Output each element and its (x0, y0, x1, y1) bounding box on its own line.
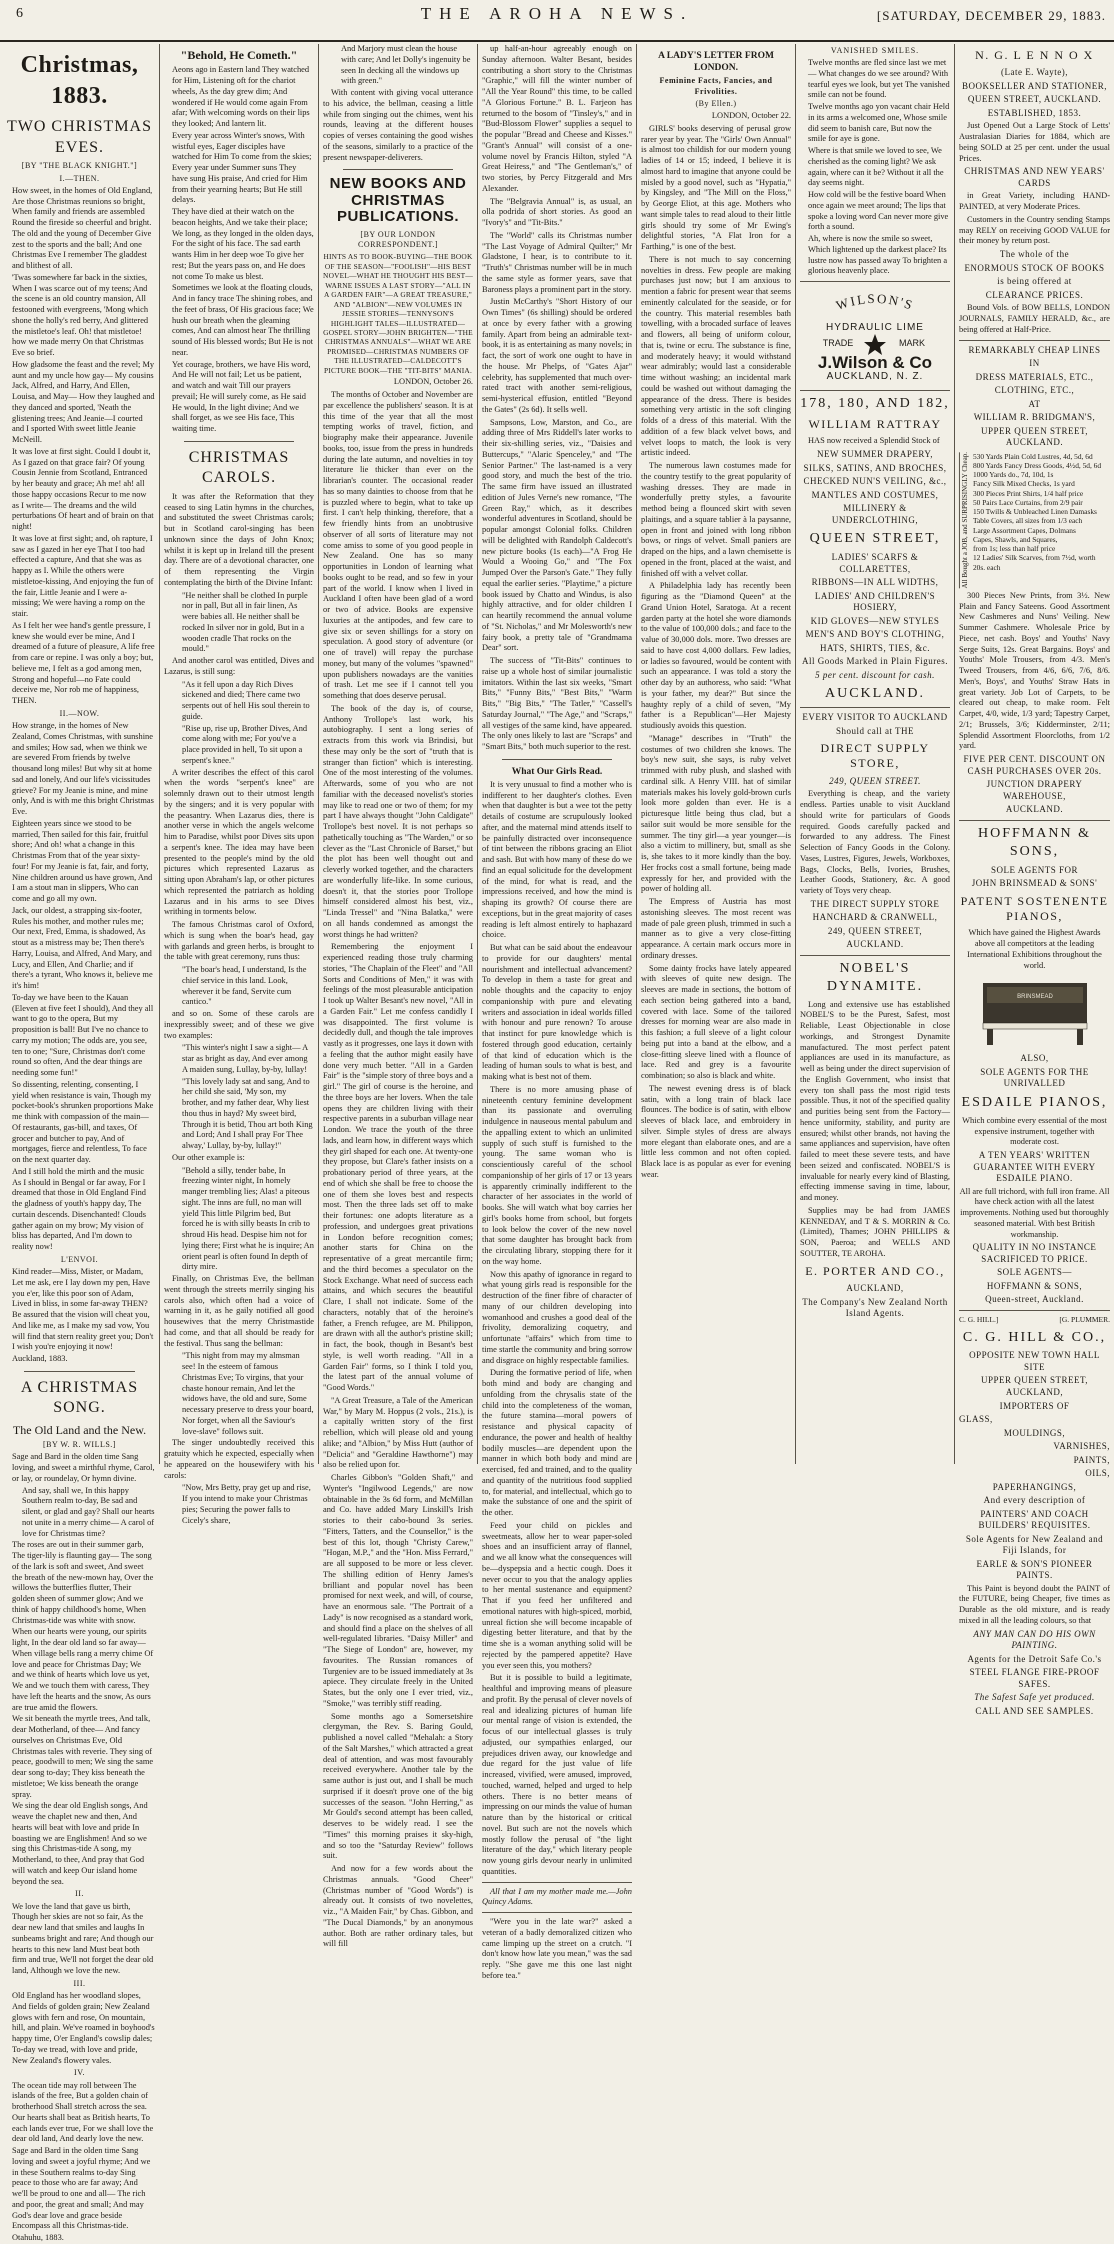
ad-line: PAINTS, (1073, 1454, 1110, 1465)
ad-line: QUEEN STREET, AUCKLAND. (967, 94, 1102, 105)
ad-line: WILLIAM R. BRIDGMAN'S, (973, 412, 1096, 423)
ad-line: QUALITY IN NO INSTANCE SACRIFICED TO PRICE. (972, 1242, 1097, 1264)
ad-line: OPPOSITE NEW TOWN HALL SITE (969, 1350, 1100, 1372)
piano-illustration-icon (975, 977, 1095, 1047)
ad-line: AUCKLAND, (846, 1283, 904, 1294)
stanza: When our hearts were young, our spirits light, In the dear old land so far away— When village bells rang a merry chime Of love and peace for Christmas Day; We and we think of hearts which love us yet, We and we touch them with caress, They have left the hearts and the snow, As ours are true amid the flowers. (12, 1627, 154, 1712)
ad-line: (Late E. Wayte), (1000, 67, 1069, 78)
ad-line: CLOTHING, ETC., (994, 385, 1075, 396)
stanza: We sing the dear old English songs, And weave the chaplet new and then, And hearts will beat with love and pride In boasting we are Englishmen! And so we sing this Christmas-tide A song, my Motherland, to thee, And pray that God will watch and keep Our island home beyond the sea. (12, 1801, 148, 1886)
quoted-verse: And Marjory must clean the house with care; And let Dolly's ingenuity be seen In decking all the windows up with green." (341, 44, 471, 86)
stanza: So dissenting, relenting, consenting, I yield when resistance is vain, Though my pocket-book's shrunken proportions Make me think with compassion of the main— Of restaurants, gas-bill, and taxes, Of grocer and butcher to pay, And of mortgages, fierce and relentless, To face on the next quarter day. (12, 1079, 154, 1165)
paragraph: This Paint is beyond doubt the PAINT of the FUTURE, being Cheaper, five times as Durable as the old mixture, and is ready mixed in all the leading colours, so that (959, 1583, 1110, 1625)
logo-arc-text (834, 291, 916, 313)
ad-line: AT (1028, 398, 1041, 409)
ladys-letter-heading: A LADY'S LETTER FROM LONDON. (658, 51, 774, 74)
poem-title: TWO CHRISTMAS EVES. (6, 118, 152, 156)
ad-line: VARNISHES, (1053, 1441, 1110, 1452)
paragraph: A Philadelphia lady has recently been figuring as the "Diamond Queen" at the Grand Union Hotel, Saratoga. At a recent garden party at the hotel she wore diamonds to the value of 100,000 dols.; and face to the value of 30,000 dols. more. Two dresses are said to have cost 4,000 dollars. Few ladies, or ladies so favoured, would be content with such an appearance. I was told a story the other day by an authoress, who said: "What is your father, my dear?" But since the haughty reply of a child of seven, "My father is a Republican"—Her Majesty studiously avoids this question. (641, 581, 791, 731)
ad-line: MOULDINGS, (1003, 1427, 1066, 1438)
stanza: Twelve months ago yon vacant chair Held in its arms a welcomed one, Whose smile did seem to banish care, But now the smile for aye is gone. (808, 102, 950, 144)
ad-line: HOFFMANN & SONS, (986, 1280, 1083, 1291)
quoted-verse: "Behold a silly, tender babe, In freezing winter night, In homely manger trembling lies; Alas! a piteous sight. The inns are full, no man will yield This little Pilgrim bed, But forced he is with silly beasts In crib to shroud His head. Despise him not for lying there; First what he is inquire; An orient pearl is often found In depth of dirty mire. (182, 1165, 314, 1272)
carols-heading: CHRISTMAS CAROLS. (188, 448, 290, 487)
section-heading: II.—NOW. (59, 708, 100, 718)
direct-supply-store: DIRECT SUPPLY STORE, (820, 741, 930, 771)
stanza: Twelve months are fled since last we met— What changes do we see around? With tearful eyes we look, but yet The vanished smile can not be found. (808, 58, 950, 100)
ad-line: The Company's New Zealand North Island Agents. (802, 1296, 948, 1319)
quoted-verse: "This winter's night I saw a sight— A star as bright as day, And ever among A maiden sung, Lullay, by-by, lullay! (182, 1043, 308, 1074)
hoffmann-name: HOFFMANN & SONS, (978, 825, 1091, 859)
stock-item: 800 Yards Fancy Dress Goods, 4½d, 5d, 6d (972, 460, 1102, 470)
divider (800, 390, 950, 391)
stanza: Kind reader—Miss, Mister, or Madam, Let me ask, ere I lay down my pen, Have you e'er, like this poor son of Adam, Lived in bliss, in some far-away THEN? Be assured that the vision will cheat you, And like me, as I make my sad vow, You will find that stern reality greet you; Don't I wish you're enjoying it now! (12, 1267, 154, 1352)
ad-line: ESTABLISHED, 1853. (987, 107, 1082, 118)
stanza: Aeons ago in Eastern land They watched for Him, Listening oft for the chariot wheels, As the day grew dim; And wondered if He would come again From afar; With welcoming words on their lips they looked; And lantern lit. (172, 65, 310, 129)
section-heading: I.—THEN. (59, 173, 100, 183)
nobels-dynamite-heading: NOBEL'S DYNAMITE. (826, 960, 924, 994)
ad-line: JUNCTION DRAPERY WAREHOUSE, (986, 779, 1083, 801)
quoted-verse: "Rise up, rise up, Brother Dives, And come along with me; For you've a place provided in hell, To sit upon a serpent's knee." (182, 723, 308, 765)
stanza: 'Twas somewhere far back in the sixties, When I was scarce out of my teens; And the scene is an old country mansion, All festooned with evergreens, 'Mong which shone the holly's red berry, And glittered the mistletoe's leaf. Oh! that mistletoe! how we made merry On that Christmas Eve so brief. (12, 272, 149, 358)
stock-item: Table Covers, all sizes from 1/3 each (972, 516, 1083, 526)
stanza: How strange, in the homes of New Zealand, Comes Christmas, with sunshine and smiles; How sad, when we think we are severed From friends by twelve thousand long miles! But why sit at home sad and lonely, And our life's vicissitudes grieve? For my Jeanie is mine, and mine only, And is with me this bright Christmas Eve. (12, 721, 154, 817)
quoted-verse: "He neither shall be clothed In purple nor in pall, But all in fair linen, As were babies all. He neither shall be rocked In silver nor in gold, But in a wooden cradle That rocks on the mould." (182, 590, 308, 654)
quoted-verse: "This lovely lady sat and sang, And to her child she said, 'My son, my brother, and my father dear, Why liest thou thus in hayd? My sweet bird, Through it is betid, Thou art both King and Lord; And I shall pray For Thee alway,' Lullay, by-by, lullay!" (182, 1076, 313, 1151)
ad-line: SILKS, SATINS, AND BROCHES, (803, 462, 947, 473)
paragraph: in Great Variety, including HAND-PAINTED, at very Moderate Prices. (959, 191, 1110, 212)
logo-subtitle: HYDRAULIC LIME (826, 322, 924, 334)
paragraph: Everything is cheap, and the variety endless. Parties unable to visit Auckland should write for particulars of Goods required. Goods carefully packed and forwarded to any address. The Finest Selection of Fancy Goods in the Colony. Vases, Lustres, Figures, Jewels, Workboxes, Bags, Clocks, Bells, Ivories, Brushes, Leather Goods, Stationery, &c. A good variety of Toys very cheap. (800, 789, 950, 896)
piano-leg (1077, 1029, 1083, 1045)
stanza: They have died at their watch on the beacon heights, And we take their place; We long, as they longed in the olden days, For the sight of his face. The sad earth wants Him in her deep woe To give her rest; But the years pass on, and He does not come To make us blest. (172, 207, 314, 281)
song-byline: [BY W. R. WILLS.] (43, 1440, 116, 1450)
ad-line: BOOKSELLER AND STATIONER, (961, 80, 1108, 91)
esdaile-pianos: ESDAILE PIANOS, (961, 1094, 1108, 1110)
ad-line: GLASS, (959, 1414, 993, 1425)
stock-item: Large Assortment Capes, Dolmans (972, 525, 1076, 535)
stanza: It was love at first sight. Could I doubt it, As I gazed on that grace fair? Of young Cousin Jennie from Scotland, Entranced by her beauty and grace; Ah me! ah! all those happy occasions Recur to me now as I write— The dreams and the wild perturbations Of heart and of brain on that night! (12, 446, 154, 532)
ad-line: SOLE AGENTS FOR (990, 864, 1078, 875)
ad-line: UPPER QUEEN STREET, AUCKLAND, (980, 1375, 1089, 1397)
piano-maker-label: BRINSMEAD (1016, 994, 1053, 1001)
hill-name: C. G. HILL & CO., (962, 1329, 1107, 1345)
rattray-name: WILLIAM RATTRAY (808, 416, 942, 431)
masthead (0, 0, 1114, 42)
signature-place: Auckland, 1883. (12, 1354, 68, 1364)
queen-street: QUEEN STREET, (809, 531, 941, 547)
ad-line: UPPER QUEEN STREET, AUCKLAND. (980, 425, 1089, 448)
christmas-heading: Christmas, 1883. (20, 52, 139, 109)
divider (343, 169, 453, 170)
ad-line: HANCHARD & CRANWELL, (812, 912, 938, 923)
ad-line: CALL AND SEE SAMPLES. (975, 1705, 1094, 1716)
paragraph: Just Opened Out a Large Stock of Letts' Australasian Diaries for 1884, which are being SOLD at 25 per cent. under the usual Prices. (959, 121, 1110, 163)
ad-line: A TEN YEARS' WRITTEN GUARANTEE WITH EVERY ESDAILE PIANO. (973, 1150, 1096, 1184)
ad-line: Sole Agents for New Zealand and Fiji Islands, for (965, 1533, 1104, 1556)
divider (800, 955, 950, 956)
ad-line: HATS, SHIRTS, TIES, &c. (819, 642, 931, 653)
ad-line: KID GLOVES—NEW STYLES (810, 615, 940, 626)
ad-line: CLEARANCE PRICES. (985, 289, 1084, 300)
logo-arc-path: WILSON'S (834, 291, 917, 314)
column-3 (319, 44, 477, 1949)
paragraph: "Manage" describes in "Truth" the costumes of two children she knows. The boy's new suit, she says, is ruby velvet trimmed with ruby plush, and slashed with cardinal silk. A Henry VIII. hat of similar materials makes his lovely gold-brown curls look more golden than ever. He is a picturesque little being thus clad, but a sailor suit would be more sensible for the summer. The tiny girl—a year younger—is also a victim to millinery, but, small as she is, she takes to it more kindly than the boy. Her frocks cost a small fortune, being made expressly for her, and provided with the power of holding all. (641, 733, 791, 894)
quoted-verse: "This night from may my almsman see! In the esteem of famous Christmas Eve; To virgins, that your chaste honour remain, And let the widows have, the old and sure, Some necessary preserve to dress your board, Nor forget, when all the Saviour's love-slave" follows suit. (182, 1351, 314, 1436)
paragraph: up half-an-hour agreeably enough on Sunday afternoon. Walter Besant, besides contributing a short story to the Christmas "Graphic," will fill the winter number of "All the Year Round" this time, to be called "A Glorious Fortune." B. L. Farjeon has returned to the bosom of "Tinsley's," and in "Bud-Blossom Flower" supplies a sequel to the popular "Bread and Cheese and Kisses." "Grant's Annual" will consist of a one-volume novel by Francis Hilton, styled "A Great Heiress," and "The Gentleman's," of two stories, by Percy Fitzgerald and Mrs Alexander. (482, 44, 632, 193)
stock-item: 530 Yards Plain Cold Lustres, 4d, 5d, 6d (972, 451, 1093, 461)
signature-place: Otahuhu, 1883. (12, 2233, 64, 2243)
section-heading: IV. (74, 2068, 85, 2078)
ad-intro: HAS now received a Splendid Stock of (808, 436, 940, 446)
books-heading: NEW BOOKS AND CHRISTMAS PUBLICATIONS. (329, 175, 467, 226)
stanza: As I felt her wee hand's gentle pressure, I knew she would ever be mine, And I dreamed of a future of pleasure, A life free from care or repine. I was only a boy; but, believe me, I felt as a god among men, Strong and hopeful—no Fate could deceive me, Nor rob me of happiness, THEN. (12, 620, 155, 706)
ad-line: AUCKLAND. (846, 939, 904, 950)
section-heading: L'ENVOI. (60, 1254, 99, 1264)
hill-left: C. G. HILL.] (959, 1314, 999, 1324)
paragraph: Long and extensive use has established NOBEL'S to be the Purest, Safest, most Reliable, Least Objectionable in close workings, and Strongest Dynamite manufactured. The most perfect patent appliances are used in its manufacture, as well as being under the direct supervision of the English Government, who insist that every ton shall pass the most rigid tests possible. Thus, it not of the specified quality and purities being sent from the Factory—hence uniformity, stability, and purity are ensured; whilst other brands, not having the same appliances and supervision, have often failed to meet these severe tests, and have been seized and confiscated. NOBEL'S is invaluable for nearly every kind of Blasting, effecting immense saving in time, labour, and money. (800, 999, 950, 1203)
song-subtitle: The Old Land and the New. (12, 1422, 147, 1437)
paragraph: There is no more amusing phase of nineteenth century feminine development than its passionate and overruling indulgence in nauseous mental pabulum and the appalling extent to which an unlimited supply of such stuff is furnished to the young. The same woman who is conscientiously careful of the school companionship of her girls of 17 or 13 years is apparently criminally indifferent to the character of her associates in the world of books. She will watch what boy carries her girl's books home from school, but forgets to look below the cover of the new novel that some daughter has brought back from the circulating library, stopping there for it on the way home. (482, 1084, 632, 1266)
auckland: AUCKLAND. (824, 686, 926, 702)
ad-line: All Goods Marked in Plain Figures. (802, 656, 948, 667)
correspondent-byline: [BY OUR LONDON CORRESPONDENT.] (357, 229, 439, 249)
paragraph: During the formative period of life, when both mind and body are changing and unfolding from the chrysalis state of the child into the completeness of the woman, the future stamina—moral powers of resistance and physical capacity of endurance, the power and health of healthy bodily muscles—are dependent upon the manner in which both body and mind are exercised, fed and trained, and to the quality and quantity of the nutritious food supplied to, for material, and intellectual, which go to make the substance of one and the spirit of the other. (482, 1368, 632, 1518)
quoted-verse: "Now, Mrs Betty, pray get up and rise, If you intend to make your Christmas pies; Securing the power falls to Cicely's share, (182, 1483, 311, 1525)
stanza: How gladsome the feast and the revel; My aunt and my uncle how gay— My cousins Jack, Alfred, and Harry, And Ellen, Louisa, and May— How they laughed and they danced and sported, 'Neath the glistening trees; And Jeanie—I courted and I sported With sweet little Jeanie McNeill. (12, 359, 155, 445)
ad-line: AUCKLAND. (1005, 804, 1064, 815)
quoted-verse: "The boar's head, I understand, Is the chief service in this land. Look, wherever it be fand, Servite cum cantico." (182, 965, 307, 1007)
paragraph: Which combine every essential of the most expensive instrument, together with moderate cost. (962, 1115, 1107, 1147)
paragraph: GIRLS' books deserving of perusal grow rarer year by year. The "Girls' Own Annual" is almost too childish for our modern young ladies of 14 or 15; indeed, I believe it is almost hard to imagine that anyone could be misled by a good novel, such as "Hypatia," by Kingsley, and "The Mill on the Floss," by George Eliot, at this age. Mothers who want simple tales to read aloud to their little girls should try some of Mr Ewing's delightful stories, "A Flat Iron for a Farthing," is one of the best. (641, 123, 791, 252)
ad-line: THE DIRECT SUPPLY STORE (810, 898, 940, 909)
paragraph: There is not much to say concerning novelties in dress. Few people are making purchases just now; but I am anxious to mention a fabric for present wear that seems eminently calculated for the seaside, or for the country. This material resembles bath towelling, with a brocaded surface of leaves and flowers, all being of uniform colour, that is, twine or ecru. The substance is fine, and moderately heavy; it would withstand wear admirably; would last a considerable time without washing; an incidental mark could be washed out without damaging the appearance of the dress. There is besides something very artistic in the soft clinging folds of a dress of this material. With the addition of a few black velvet bows, and velvet loops to match, the look is very artistic indeed. (641, 254, 791, 458)
paragraph: But what can be said about the endeavour to provide for our daughters' mental nourishment and intellectual advancement? To develop in them a taste for great and noble thoughts and the capacity to enjoy companionship with pure and elevating writers and association in ideal worlds filled with honour and pure renown? To arouse that instinct for pure knowledge which is fostered through good education, certainly of that kind of education which is the leading of human souls to what is best, and making what is best not of them. (482, 943, 632, 1082)
ad-line: PAINTERS' AND COACH BUILDERS' REQUISITES. (978, 1508, 1091, 1531)
paragraph: The famous Christmas carol of Oxford, which is sung when the boar's head, gay with garlands and green herbs, is brought to the table with great ceremony, runs thus: (164, 920, 314, 962)
stanza: And I still hold the mirth and the music As I should in Bengal or far away, For I dreamed that those in Old England Find the gladness of youth's happy day, The curtain descends. Disenchanted! Clouds gather again on my brow; My vision of bliss has departed, And I'm down to reality now! (12, 1166, 146, 1252)
paragraph: "Were you in the late war?" asked a veteran of a badly demoralized citizen who came limping up the street on a crutch. "I don't know how late you mean," was the sad reply. "She gave me this one last night before tea." (482, 1917, 632, 1980)
section-heading: III. (73, 1978, 86, 1988)
ad-line: IN (1029, 358, 1040, 369)
column-1 (0, 44, 159, 2243)
stock-item: 300 Pieces Print Shirts, 1/4 half price (972, 488, 1084, 498)
stock-item: from 1s; less than half price (972, 544, 1056, 554)
stanza: How cold will be the festive board When once again we meet around; The lips that spoke a loving word Can never more give forth a sound. (808, 190, 949, 232)
rattray-address-numbers: 178, 180, AND 182, (800, 395, 950, 411)
ad-line: And every description of (983, 1495, 1086, 1506)
divider (959, 820, 1110, 821)
song-title: A CHRISTMAS SONG. (20, 1378, 139, 1417)
logo-trade: TRADE (822, 338, 854, 349)
ad-line: SOLE AGENTS FOR THE UNRIVALLED (980, 1066, 1089, 1089)
wilson-lime-logo (800, 288, 950, 384)
section-heading: II. (75, 1889, 84, 1899)
ad-line: SOLE AGENTS— (997, 1267, 1072, 1278)
paragraph: Customers in the Country sending Stamps may RELY on receiving GOOD VALUE for their money by return post. (959, 214, 1110, 246)
ad-line: IMPORTERS OF (999, 1400, 1070, 1411)
paragraph: The "World" calls its Christmas number "The Last Voyage of Admiral Quilter;" Mr Gladstone, I hear, is to contribute to it. "Truth's" Christmas number will be in much the same style as former years, save that Baroness plays a prominent part in the story. (482, 230, 632, 294)
stanza: Sage and Bard in the olden time Sang loving and sweet a joyful rhyme; And we in these Southern realms to-day Sing peace to those who are far away; And we'll be proud to one and all— The rich and poor, the great and small; And may God's dear love and grace beside Encompass all this Christmas-tide. (12, 2146, 151, 2231)
lennox-name: N. G. L E N N O X (975, 48, 1094, 62)
logo-place: AUCKLAND, N. Z. (826, 371, 924, 381)
ad-line: RIBBONS—IN ALL WIDTHS, (811, 577, 939, 588)
divider (24, 1371, 135, 1372)
piano-keys (983, 1023, 1087, 1029)
page-number: 6 (16, 6, 23, 21)
quotation: All that I am my mother made me.—John Quincy Adams. (482, 1886, 632, 1907)
star-icon (864, 334, 886, 355)
ad-line: Queen-street, Auckland. (985, 1294, 1084, 1305)
paragraph: But it is possible to build a legitimate, healthful and improving means of pleasure and profit. By the perusal of clever novels of real and idealizing pictures of human life our mental range of vision is extended, the focus of our intellectual glasses is truly adjusted, our sympathies enlarged, our prejudices driven away, our knowledge and due regard for the just value of life increased, vivified, were amused, improved, touched, warned, helped and urged to help others. There is no better means of impressing on our minds the value of human nature than by the historical or critical novel. But such are not the novels which mostly follow the perusal of "the light literature of the day," which literary people now young girls devour nearly in unlimited quantities. (482, 1673, 633, 1876)
ad-line: STEEL FLANGE FIRE-PROOF SAFES. (969, 1667, 1100, 1689)
stanza: Sage and Bard in the olden time Sang loving, and sweet a mirthful rhyme, Carol, or lay, or roundelay, Or hymn divine. (12, 1452, 155, 1483)
paragraph: The numerous lawn costumes made for the country testify to the great popularity of washing dresses. They are made in wonderfully pretty styles, a favourite method being a flounced skirt with seven plaitings, and a square tablier à la paysanne, open in front and joined with long ribbon bows, or rings of velvet. Small paniers are draped on the hips, and a lawn chemisette is opened in the front, placed at the waist, and finished off with a velvet collar. (641, 461, 791, 578)
paragraph: All are full trichord, with full iron frame. All have check action with all the latest improvements. Nothing used but thoroughly seasoned material. With best British workmanship. (959, 1186, 1110, 1239)
issue-date: [SATURDAY, DECEMBER 29, 1883. (876, 8, 1106, 23)
stock-item: 150 Twills & Unbleached Linen Damasks (972, 507, 1097, 517)
dateline: LONDON, October 26. (393, 377, 473, 387)
newspaper-title: THE AROHA NEWS. (420, 4, 694, 23)
poem-title: "Behold, He Cometh." (180, 48, 298, 62)
paragraph: Bound Vols. of BOW BELLS, LONDON JOURNALS, FAMILY HERALD, &c., are being offered at Half-Price. (959, 303, 1110, 334)
paragraph: Our other example is: (172, 1152, 245, 1162)
ad-line: The Safest Safe yet produced. (974, 1692, 1095, 1703)
divider (800, 281, 950, 282)
paragraph: Justin McCarthy's "Short History of our Own Times" (6s shilling) should be ordered at once by every father with a growing family. Apart from being an admirable text-book, it is as entertaining as many novels; in fact, the sort of work one ought to have in the house. Mr Phelps, of "Gates Ajar" celebrity, has supplemented that much over-rated tract with another semi-religious, semi-hysterical effusion, entitled "Beyond the Gates" (2s 6d). It sells well. (482, 297, 632, 414)
stanza: We love the land that gave us birth, Though her skies are not so fair, As the dear new land that smiles and laughs In sunbeams bright and rare; And though our hearts to this new land Must beat both firm and true, We'll not forget the dear old land, Although we love the new. (12, 1901, 154, 1976)
ad-line: ANY MAN CAN DO HIS OWN PAINTING. (973, 1628, 1096, 1651)
paragraph: Feed your child on pickles and sweetmeats, allow her to wear paper-soled shoes and an insufficient array of flannel, and we all know what the consequences will be—dyspepsia and a hectic cough. Does it never occur to you that the analogy applies to her mental sustenance and equipment? That if you feed her unfiltered and emotional natures with high-spiced, morbid, unreal fiction she will become incapable of digesting better literature, and that by the time she is a woman anything solid will be rejected by the pampered appetite? Have you ever seen this, you mothers? (482, 1520, 632, 1670)
stanza: Every year across Winter's snows, With wistful eyes, Eager disciples have watched for Him To come from the skies; Every year under Summer suns They have sung His praise, And cried for Him from their yearning hearts; But He still delays. (172, 130, 312, 205)
ad-line: 249, QUEEN STREET. (829, 775, 921, 786)
wilson-trademark-icon (800, 288, 950, 380)
ad-line: ALSO, (1020, 1053, 1049, 1064)
ad-line: PAPERHANGINGS, (992, 1481, 1077, 1492)
divider (482, 1912, 632, 1913)
paragraph: Which have gained the Highest Awards above all competitors at the leading International Exhibitions throughout the world. (967, 928, 1102, 970)
paragraph: A writer describes the effect of this carol when the words "serpent's knee" are solemnly drawn out to their utmost length by the singers; and it is very popular with the peasantry. When Lazarus dies, there is another verse in which the angels welcome him to Paradise, whilst poor Dives sits upon a serpent's knee. The idea may have been presented to the people's mind by the old pictures which represented Lazarus as sitting upon Abraham's lap, or other pictures which represented the patriarch as holding Lazarus and in his arms to see Dives writhing in torments below. (164, 767, 314, 917)
stock-side-label: All Bought a JOB, and SURPRISINGLY Cheap. (961, 451, 969, 588)
paragraph: Some dainty frocks have lately appeared with sleeves of quite new design. The sleeves are made in sections, the bottom of each section being gathered into a band, covered with lace. Some of the tailored dresses for morning wear are also made in this fashion; a full sleeve of a light colour being put into a band at the elbow, and a close-fitting sleeve lined with a flounce of lace. Red and grey is a favourite combination; so also is black and white. (641, 963, 791, 1081)
column-2 (160, 44, 318, 1525)
ad-line: CHECKED NUN'S VEILING, &c., (803, 476, 947, 487)
paragraph: Now this apathy of ignorance in regard to what young girls read is responsible for the destruction of the finer fibre of character of many of our children developing into womanhood and crushes a good deal of the frivolity, demoralizing coquetry, and unfortunate "affairs" which from time to time startle the community and bring sorrow and disgrace on highly respectable families. (482, 1269, 632, 1365)
ad-line: ENORMOUS STOCK OF BOOKS (964, 262, 1105, 273)
stock-list (973, 452, 1101, 588)
ad-line: REMARKABLY CHEAP LINES (968, 344, 1101, 355)
paragraph: And another carol was entitled, Dives and Lazarus, is still sung: (164, 656, 314, 676)
ad-line: 249, QUEEN STREET, (827, 925, 923, 936)
ad-line: MILLINERY & UNDERCLOTHING, (831, 503, 919, 525)
ad-line: is being offered at (997, 276, 1072, 287)
stanza: To-day we have been to the Kauan (Eleven at five feet I should), And they all want to go to the opera, But my proposition is ball! But I've no chance to carry my motion; The odds are, you see, ten to one; "Sure, Christmas don't come round so often, And the dear things are needing some fun!" (12, 992, 154, 1078)
paragraph: The "Belgravia Annual" is, as usual, an olla podrida of short stories. As good an "Ivory's" and "Tit-Bits." (482, 196, 632, 227)
stock-item: Fancy Silk Mixed Checks, 1s yard (972, 479, 1075, 489)
stanza: And say, shall we, In this happy Southern realm to-day, Be sad and silent, or glad and gay? Shall our hearts not unite in a merry chime— A carol of love for Christmas time? (22, 1485, 155, 1538)
stanza: Yet courage, brothers, we have His word, And He will not fail; Let us be patient, and watch and wait Till our prayers prevail; He will surely come, as He said He would, In the light divine; And we shall forget, as we see His face, This waiting time. (172, 359, 311, 434)
stock-item: 20s. each (972, 562, 1001, 572)
ad-line: OILS, (1085, 1468, 1110, 1479)
ad-line: The whole of the (999, 249, 1070, 260)
stock-item: 1000 Yards do., 7d, 10d, 1s (972, 470, 1054, 480)
ad-line: MEN'S AND BOY'S CLOTHING, (805, 629, 945, 640)
logo-mark: MARK (898, 338, 926, 349)
divider (184, 441, 294, 442)
paragraph: and so on. Some of these carols are inexpressibly sweet; and of these we give two examples: (164, 1009, 314, 1040)
paragraph: The months of October and November are par excellence the publishers' season. It is at this time of the year that all the most tempting works of travel, fiction, and biography make their appearance. Juvenile books, too, issue from the press in hundreds during the late autumn, and novelties in toy literature lie thicker than ever on the librarian's counter. The occasional reader has so many dainties to choose from that he is puzzled where to begin, what to take up first. I can't help thinking, therefore, that a few friendly hints from an unobtrusive observer of all sorts of literature may not come amiss to some of you good people in New Zealand. One has so many opportunities in London of learning what books ought to be read, and so few in your part of the world. I know when I lived in Auckland I often have been glad of a word or two of advice. Books are expensive luxuries at the antipodes, and few care to give six or seven shillings for a story on speculation. A good story of adventure (or one of travel) will repay the purchase money, but many of the volumes "spawned" upon publishers nowadays are the vanities of trash. Let me see if I cannot tell you something that does deserve perusal. (323, 390, 473, 701)
stock-item: 50 Pairs Lace Curtains, from 2/9 pair (972, 497, 1083, 507)
paragraph: Finally, on Christmas Eve, the bellman went through the streets merrily singing his carols also, which often had a voice of warning in it, as he gaily notified all good housewives that the merry Christmastide had come, and that all should be ready for the festival. Thus sang the bellman: (164, 1274, 314, 1348)
logo-name: J.Wilson & Co (817, 353, 933, 373)
ad-line: Should call at THE (835, 725, 915, 736)
ad-line: DRESS MATERIALS, ETC., (975, 371, 1094, 382)
poem-title: VANISHED SMILES. (830, 46, 920, 55)
ad-line: CHRISTMAS AND NEW YEARS' CARDS (964, 166, 1105, 188)
poem-byline: [BY "THE BLACK KNIGHT."] (21, 161, 138, 171)
ad-line: JOHN BRINSMEAD & SONS' (971, 878, 1098, 889)
stanza: We sit beneath the myrtle trees, And talk, dear Motherland, of thee— And fancy ourselves on Christmas Eve, Old Christmas tales with reverie. They sing of peace, goodwill to men; We sing the same dear song to-day; They kiss beneath the mistletoe; We kiss beneath the orange spray. (12, 1714, 154, 1799)
ladys-letter-subheading: Feminine Facts, Fancies, and Frivolities. (659, 76, 773, 96)
paragraph: Charles Gibbon's "Golden Shaft," and Wynter's "Ingilwood Legends," are now obtainable in the 3s 6d form, and McMillan and Co. have added Mary Linskill's Irish stories to their cabo-bound 3s series. "Fitters, Tatters, and the Counsellor," is the best of this lot, though "Christy Carew," "Hogan, M.P.," and the "Hon. Miss Ferrard," are all supposed to be more or less clever. The shilling edition of Henry James's brilliant and popular novel has been promised for next week, and will, of course, have an enormous sale. "The Portrait of a Lady" is now recognised as a standard work, and should find a place on the shelves of all well-regulated libraries. "Daisy Miller" and "The Siege of London" are, however, my favourites. The Russian romances of Turgeniev are to be issued immediately at 3s apiece. They circulate freely in the United States, but the only one I ever tried, viz., "Smoke," was terribly stiff reading. (323, 1473, 473, 1708)
paragraph: Supplies may be had from JAMES KENNEDAY, and T & S. MORRIN & Co. (Limited), Thames; JOHN PHILLIPS & SON, Paeroa; and WELLS AND SOUTTER, TE AROHA. (800, 1205, 950, 1258)
hill-partners (959, 1315, 1110, 1325)
paragraph: Sampsons, Low, Marston, and Co., are adding three of Mrs Riddell's later works to their six-shilling series, viz., "Daisies and Buttercups," "Alaric Spenceley," and "The Senior Partner." The last-named is a very good story, and much the best of the trio. The same firm have issued an illustrated edition of Jules Verne's new romance, "The Green Ray," which, as it describes wonderful adventures in Scotland, should be popular amongst Colonial folks. Children will be delighted with Randolph Caldecott's new picture books (1s each)—"A Frog He Would a Wooing Go," and "The Fox Jumped Over the Parson's Gate." They fully equal the earlier series. "Playtime," a picture book issued by Chatto and Windus, is also highly attractive, and for older children I can heartily recommend the annual volume of "St. Nicholas," and Mr Molesworth's new fairy book, a pretty tale of "Grandmama Dear" sort. (482, 417, 632, 653)
column-5 (637, 44, 795, 1464)
paragraph: "A Great Treasure, a Tale of the American War," by Mary M. Hoppus (2 vols., 21s.), is a capitally written story of the first rebellion, which will please old and young alike; and "Albion," by Miss Hutt (author of "Delicia" and "Geraldine Hawthorne") may also be relied upon for. (323, 1395, 473, 1470)
paragraph: The singer undoubtedly received this gratuity which he expected, especially when he appeared on the housewifery with his carols: (164, 1438, 314, 1480)
stock-item: Capes, Shawls, and Squares, (972, 534, 1058, 544)
stock-item: 12 Ladies' Silk Scarves, from 7½d, worth (972, 553, 1096, 563)
ad-line: EVERY VISITOR TO AUCKLAND (802, 712, 948, 723)
ad-line: 5 per cent. discount for cash. (815, 669, 935, 680)
paragraph: The success of "Tit-Bits" continues to raise up a whole host of similar journalistic imitators. Within the last six weeks, "Smart Bits," "Funny Bits," "Best Bits," "Warm Bits," "Big Bits," "The Tatler," "Cassell's Saturday Journal," "The Age," and "Scraps," all vestiges of the same kind, have appeared. The only ones likely to last are "Scraps" and "Smart Bits," both much superior to the rest. (482, 656, 632, 751)
stanza: Eighteen years since we stood to be married, Then sailed for this fair, fruitful shore; And oh! what a change in this Christmas From that of the year sixty-four! For my Jeanie is fat, fair, and forty, Nine children around us have grown, And I am a stout man in slippers, Who can come and go all my own. (12, 818, 153, 904)
paragraph: Remembering the enjoyment I experienced reading those truly charming stories, "The Chaplain of the Fleet" and "All Sorts and Conditions of Men," it was with feelings of the most pleasurable anticipation I took up Walter Besant's new novel, "All in a Garden Fair." Let me confess candidly I was disappointed. The first volume is decidedly dull, and though the tale improves vastly as it progresses, one lays it down with a feeling that the author might easily have done very much better. "All in a Garden Fair" is the "simple story of three boys and a girl." The girl of course is the heroine, and the three boys are her lovers. When the tale opens they are children living with their respective parents in a suburban village near London. We trace the youth of the three lads, and learn how, in different ways which they girl shaped for each one. At twenty-one they propose, but Clare's father insists on a probationary period of three years, at the end of which she shall be free to choose the one of them she loves best and respects most. Then the three lads set off to make their fortunes: one adopts literature as a profession, and undergoes great privations in London before recognition comes; another starts for China on the representative of a great mercantile firm; and the third becomes a speculator on the Stock Exchange. What need of success each attains, and which secures the beautiful Clare, I shall not indicate. Some of the characters, notably that of the heroine's father, a French refugee, are M. Philippon, are drawn with all the author's pristine skill; in fact, the book, though in Besant's best style, is well worth reading. "All in a Garden Fair" forms, so I think I told you, the latest part of the annual volume of "Good Words." (323, 942, 473, 1393)
girls-read-heading: What Our Girls Read. (511, 766, 603, 777)
byline: (By Ellen.) (695, 98, 737, 108)
porter-name: E. PORTER AND CO., (805, 1263, 945, 1278)
paragraph: And now for a few words about the Christmas annuals. "Good Cheer" (Christmas number of "Good Words") is already out. It consists of two novelettes, viz., "A Maiden Fair," by Chas. Gibbon, and "The Ducal Diamonds," by an anonymous author. Both are rather ordinary tales, but will fill (323, 1864, 473, 1949)
divider (482, 1882, 632, 1883)
paragraph: Some months ago a Somersetshire clergyman, the Rev. S. Baring Gould, published a novel called "Mehalah: a Story of the Salt Marshes," which attracted a great deal of attention, and was most favourably received everywhere. Another tale by the same author is just out, and I shall be much surprised if it doesn't prove one of the big successes of the season. "John Herring," as Mr Gould's second attempt has been called, deserves to be widely read. I see the "Times" this morning praises it sky-high, and so too the "Saturday Review" follows suit. (323, 1711, 473, 1861)
divider (800, 707, 950, 708)
quoted-verse: "As it fell upon a day Rich Dives sickened and died; There came two serpents out of hell His soul therein to guide. (182, 679, 310, 721)
column-4 (478, 44, 636, 1980)
piano-leg (987, 1029, 993, 1045)
ad-line: EARLE & SON'S PIONEER PAINTS. (976, 1558, 1093, 1581)
ad-line: LADIES' AND CHILDREN'S HOSIERY, (814, 590, 936, 613)
paragraph: The Empress of Austria has most astonishing sleeves. The most recent was made of pale green plush, trimmed in such a manner as to give a very close-fitting appearance. A certain mark occurs more in ordinary dresses. (641, 897, 791, 960)
sostenente-pianos: PATENT SOSTENENTE PIANOS, (960, 893, 1109, 923)
stanza: It was love at first sight; and, oh rapture, I saw as I gazed in her eye That I too had effected a capture, And that she was as happy as I. While the others were mistletoe-kissing, And enjoying the fun of the fair, Little Jeanie and I were a-missing; We were having a romp on the stair. (12, 533, 154, 619)
column-7 (955, 44, 1114, 1716)
divider (959, 340, 1110, 341)
stanza: Sometimes we look at the floating clouds, And in fancy trace The shining robes, and the feet of brass, Of His gracious face; We hush our breath when the gleaming comes, And can almost hear The thrilling sound of His blessed words; But He is not near. (172, 283, 314, 357)
dateline: LONDON, October 22. (711, 111, 791, 121)
stanza: Old England has her woodland slopes, And fields of golden grain; New Zealand glows with fern and rose, On mountain, hill, and plain. We've roamed in boyhood's happy time, O'er England's cowslip dales; To-day we tread, with love and pride, New Zealand's flowery vales. (12, 1991, 155, 2065)
column-6 (796, 44, 954, 1464)
ad-line: LADIES' SCARFS & COLLARETTES, (831, 552, 919, 574)
stanza: The roses are out in their summer garb, The tiger-lily is flaunting gay— The song of the lark is soft and sweet, And sweet the breath of the new-mown hay, Over the willows the butterflies flutter, Their golden sheen of summer glow; And we think of happy childhood's home, When Christmas-tide was white with snow. (12, 1540, 154, 1625)
ad-line: Agents for the Detroit Safe Co.'s (967, 1653, 1102, 1664)
divider (502, 759, 612, 760)
paragraph: It was after the Reformation that they ceased to sing Latin hymns in the churches, and substituted the sweet Christmas carols; but in Scotland carol-singing has been unknown since the days of John Knox; whilst it is kept up in Ireland till the present day. There are of a devotional character, one of them representing the Virgin contemplating the birth of the Divine Infant: (164, 491, 314, 587)
divider (959, 1310, 1110, 1311)
paragraph: The newest evening dress is of black satin, with a long train of black lace flounces. The bodice is of satin, with elbow sleeves of black lace, and embroidery in silver. Simple styles of dress are always more elegant than elaborate ones, and are a little less common and not often copied. Black lace is as popular as ever for evening wear. (641, 1083, 791, 1179)
stanza: Jack, our oldest, a strapping six-footer, Rules his mother, and mother rules me; Our next, Fred, Emma, is shadowed, As stout as a mistress may be; Then there's Harry, Louisa, and Alfred, And Mary, and Lucy, and Ellen, And Charlie; and if there's a tyrant, Who knows it, believe me it's him! (12, 905, 153, 991)
hill-right: [G. PLUMMER. (1059, 1314, 1110, 1324)
stanza: How sweet, in the homes of Old England, Are those Christmas reunions so bright, When family and friends are assembled Round the fireside so cheerful and bright. The old and the young of December Give zest to the sports and the ball; And one Christmas Eve I remember The gladdest and blithest of all. (12, 185, 153, 271)
paragraph: The book of the day is, of course, Anthony Trollope's last work, his autobiography. I sent a long series of extracts from this work via Brindisi, but these may only be the sort of "truth that is stranger than fiction" which is interesting. One of the most interesting of the volumes. Afterwards, some of you who are not familiar with the deceased novelist's stories may like to read one or two of them; for my part I have always thought "John Caldigate" Trollope's best novel. It is not perhaps so pathetically touching as "The Warden," or so clever as the "Last Chronicle of Barset," but the plot has been well thought out and cleverly worked together, and the characters are wonderfully life-like. In some curious, doesn't it, that the stories poor Trollope himself considered almost his best, viz., "Linda Tressel" and "Nina Balatka," were on all hands condemned as amongst the worst things he had written? (323, 703, 473, 939)
ad-line: FIVE PER CENT. DISCOUNT ON CASH PURCHASES OVER 20s. (963, 754, 1106, 776)
stock-list-block (959, 452, 1110, 588)
paragraph: 300 Pieces New Prints, from 3½. New Plain and Fancy Sateens. Good Assortment New Cashmeres and Nuns' Veiling. New Summer Cashmere. Wholesale Price by Piece, net cash. Boys' and Youths' Navy Serge Suits, 12s. Great Bargains. Boys' and Youths' Mole Trousers, from 4/3. Men's Tweed Trousers, from 4/6, 6/6, 7/6, 8/6. Men's, Boys', and Youths' Straw Hats in great variety. Job Lot of Carpets, to be cleared out cheap, to make room. Felt Carpet, 4/0, wide, 1/3 yard; Tapestry Carpet, 2/1; Brussels, 3/6; Kidderminster, 2/11; Splendid Assortment Floorcloths, from 1/2 yard. (959, 590, 1110, 751)
ad-line: NEW SUMMER DRAPERY, (817, 449, 933, 459)
ad-line: MANTLES AND COSTUMES, (811, 489, 939, 500)
stanza: The ocean tide may roll between The islands of the free, But a golden chain of brotherhood Shall stretch across the sea. Our hearts shall beat as British hearts, To each lands ever true, For we shall love the dear old land, And dearly love the new. (12, 2080, 154, 2144)
paragraph: With content with giving vocal utterance to his advice, the bellman, ceasing a little while from singing out the chimes, went his rounds, leaving at the different houses copies of verses containing the good wishes of the seasons, similarly to a practice of the present newspaper-deliverers. (323, 88, 473, 162)
stanza: Where is that smile we loved to see, We cherished as the coming light? We ask again, where can it be? Without it all the day seems night. (808, 146, 944, 188)
stanza: Ah, where is now the smile so sweet, Which lightened up the darkest place? Its lustre now has passed away To brighten a glorious heavenly place. (808, 234, 948, 276)
paragraph: It is very unusual to find a mother who is indifferent to her daughter's clothes. Even when that daughter is but a wee tot the petty details of costume are scrupulously looked after, and the maternal mind attends itself to be painfully distracted over inconsequence of tint between the ribbons gracing an Eliot and sash. But with how many of these do we find an equal solicitude for the development of the mind, for what is read, and the impressions received, and how the mind is shaping its growth? Of course there are exceptions, but in the great majority of cases reading is left almost entirely to haphazard choice. (482, 779, 632, 940)
article-summary: HINTS AS TO BOOK-BUYING—THE BOOK OF THE SEASON—"FOOLISH"—HIS BEST NOVEL—WHAT HE THOUGHT HIS BEST—WARNE ISSUES A LAST STORY—"ALL IN A GARDEN FAIR"—A GREAT TREASURE," AND "ALBION"—NEW VOLUMES IN JESSIE STORIES—TENNYSON'S HIGHLIGHT TALES—ILLUSTRATED—GOSPEL STORY—JOHN BRIGHTEN—"THE CHRISTMAS ANNUALS"—WHAT WE ARE PROMISED—CHRISTMAS NUMBERS OF THE ILLUSTRATED—CALDECOTT'S PICTURE BOOK—THE "TIT-BITS" MANIA. (323, 252, 473, 375)
